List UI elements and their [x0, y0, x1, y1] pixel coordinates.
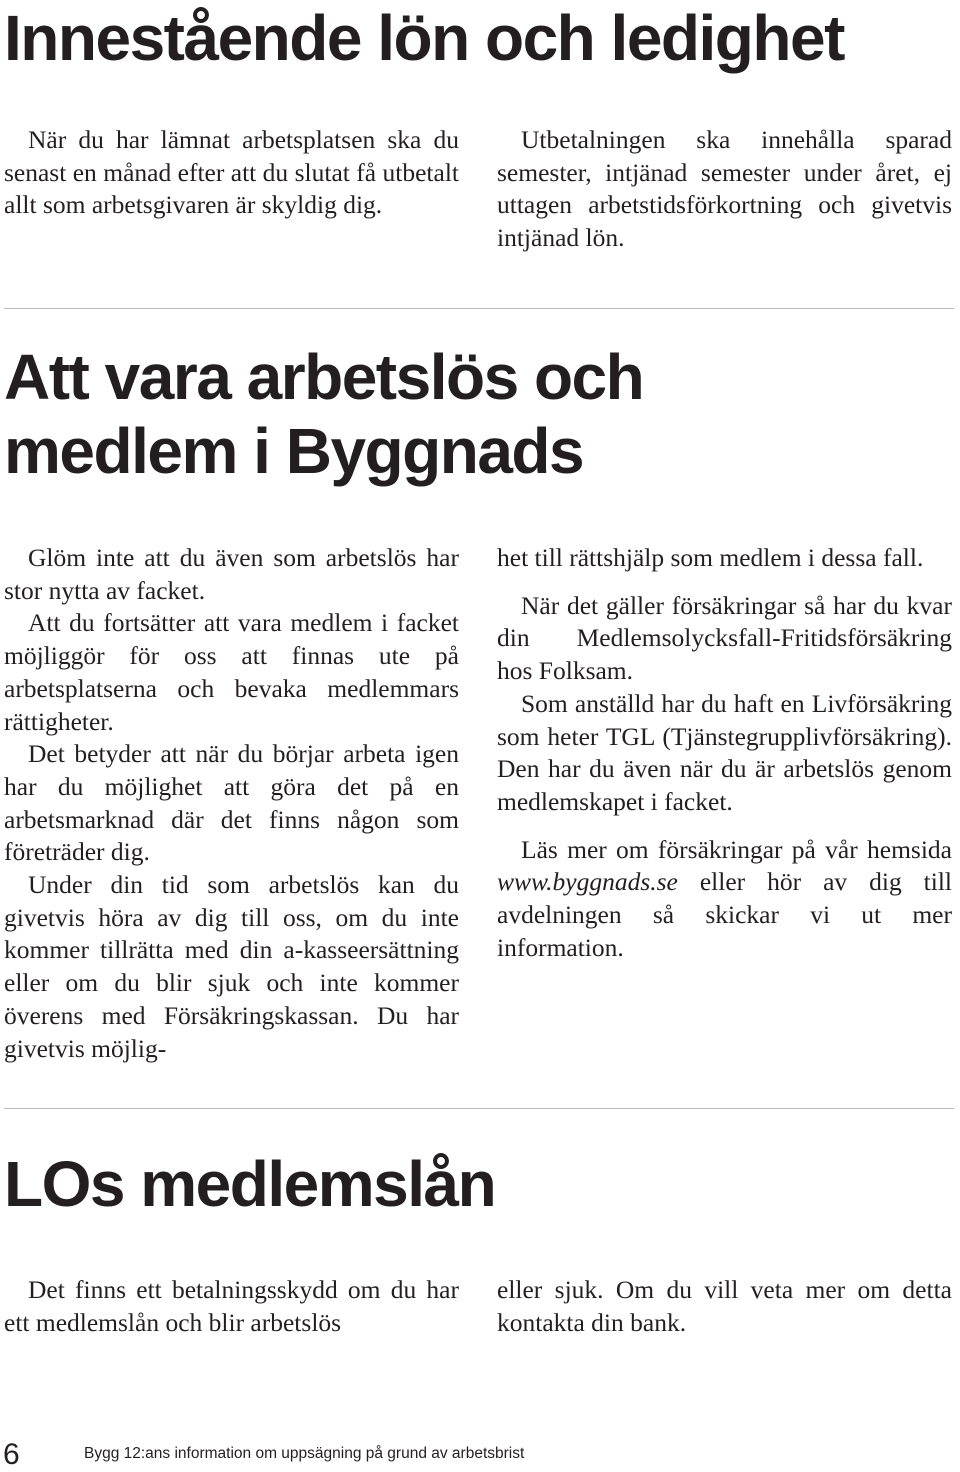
section1-right-column: [497, 124, 952, 255]
page-number: 6: [3, 1438, 20, 1471]
paragraph: När du har lämnat arbetsplatsen ska du senast en månad efter att du slutat få utbetalt allt som arbetsgivaren är skyldig dig.: [4, 125, 459, 220]
divider: [4, 308, 954, 309]
website-link[interactable]: www.byggnads.se: [497, 867, 678, 897]
paragraph: Som anställd har du haft en Livförsäkring som heter TGL (Tjänstegrupplivförsäkring). Den har du även när du är arbetslös genom medlemskapet i facket.: [497, 688, 952, 816]
heading-line-1: Att vara arbetslös och: [4, 341, 644, 413]
heading-line-2: medlem i Byggnads: [4, 415, 584, 487]
paragraph: Att du fortsätter att vara medlem i facket möjliggör för oss att finnas ute på arbetsplatserna och bevaka medlemmars rättigheter.: [4, 608, 459, 736]
section3-left-column: [4, 1274, 459, 1339]
paragraph: Det betyder att när du börjar arbeta igen har du möjlighet att göra det på en arbetsmarknad där det finns någon som företräder dig.: [4, 739, 459, 867]
paragraph: Glöm inte att du även som arbetslös har stor nytta av facket.: [4, 543, 459, 605]
paragraph: När det gäller försäkringar så har du kvar din Medlemsolycksfall-Fritidsförsäkring hos Folksam.: [497, 590, 952, 686]
section1-left-column: [4, 124, 459, 222]
text: Läs mer om försäkringar på vår hemsida: [521, 834, 952, 864]
section2-left-column: [4, 542, 459, 1065]
paragraph-website: [497, 834, 952, 965]
heading-arbetslos-medlem: [4, 340, 643, 488]
heading-los-medlemslan: LOs medlemslån: [4, 1148, 496, 1220]
divider: [4, 1108, 954, 1109]
heading-innestaende-lon: Innestående lön och ledighet: [4, 2, 844, 74]
paragraph: Utbetalningen ska innehålla sparad semester, intjänad semester under året, ej uttagen arbetstidsförkortning och givetvis intjänad lön.: [497, 125, 952, 253]
footer-text: Bygg 12:ans information om uppsägning på grund av arbetsbrist: [84, 1445, 525, 1462]
paragraph: het till rättshjälp som medlem i dessa fall.: [497, 543, 924, 572]
section3-right-column: [497, 1274, 952, 1339]
paragraph: Under din tid som arbetslös kan du givetvis höra av dig till oss, om du inte kommer tillrätta med din a-kasseersättning eller om du blir sjuk och inte kommer överens med Försäkringskassan. Du har givetvis möjlig-: [4, 870, 459, 1063]
text: eller hör av dig till avdelningen så skickar vi ut mer information.: [497, 867, 952, 962]
paragraph: eller sjuk. Om du vill veta mer om detta kontakta din bank.: [497, 1275, 952, 1337]
section2-right-column: [497, 542, 952, 964]
paragraph: Det finns ett betalningsskydd om du har ett medlemslån och blir arbetslös: [4, 1275, 459, 1337]
